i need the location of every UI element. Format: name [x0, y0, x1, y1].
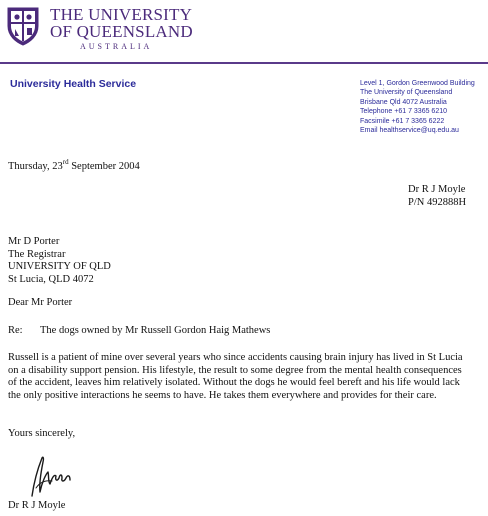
university-name-line1: THE UNIVERSITY [50, 5, 193, 24]
date-ordinal: rd [62, 158, 69, 166]
body-line: on a disability support pension. His lifestyle, the result to some degree from the mental health consequences [8, 364, 462, 376]
salutation: Dear Mr Porter [8, 297, 73, 308]
subject-label: Re: [8, 325, 23, 336]
body-line: of the accident, leaves him relatively isolated. Without the dogs he would feel bereft and his life would lack [8, 377, 460, 389]
author-name: Dr R J Moyle [408, 184, 466, 195]
address-line: The University of Queensland [360, 89, 453, 97]
closing: Yours sincerely, [8, 428, 76, 439]
service-name: University Health Service [10, 78, 137, 90]
letter-date [8, 158, 140, 174]
telephone-line: Telephone +61 7 3365 6210 [360, 108, 447, 116]
address-line: Brisbane Qld 4072 Australia [360, 98, 447, 106]
body-line: the only positive interactions he seems to have. He takes them everywhere and provides for their care. [8, 389, 437, 401]
date-prefix: Thursday, 23 [8, 161, 63, 172]
recipient-line: Mr D Porter [8, 236, 60, 247]
signoff-name: Dr R J Moyle [8, 500, 66, 511]
university-crest-icon [6, 6, 40, 46]
address-block [360, 79, 475, 135]
email-line: Email healthservice@uq.edu.au [360, 127, 459, 135]
address-line: Level 1, Gordon Greenwood Building [360, 80, 475, 87]
letter-body [8, 352, 463, 402]
recipient-address [8, 236, 111, 286]
handwritten-signature [24, 452, 84, 500]
recipient-line: St Lucia, QLD 4072 [8, 273, 94, 285]
subject-text: The dogs owned by Mr Russell Gordon Haig Mathews [40, 325, 271, 336]
date-rest: September 2004 [68, 161, 140, 172]
body-line: Russell is a patient of mine over several years who since accidents causing brain injury has lived in St Lucia [8, 352, 463, 363]
facsimile-line: Facsimile +61 7 3365 6222 [360, 117, 445, 125]
university-name-line2: OF QUEENSLAND [50, 22, 193, 41]
recipient-line: The Registrar [8, 248, 66, 260]
letterhead-divider [0, 62, 488, 64]
recipient-line: UNIVERSITY OF QLD [8, 261, 111, 273]
university-name-line3: AUSTRALIA [80, 42, 153, 51]
patient-reference: P/N 492888H [408, 197, 467, 208]
